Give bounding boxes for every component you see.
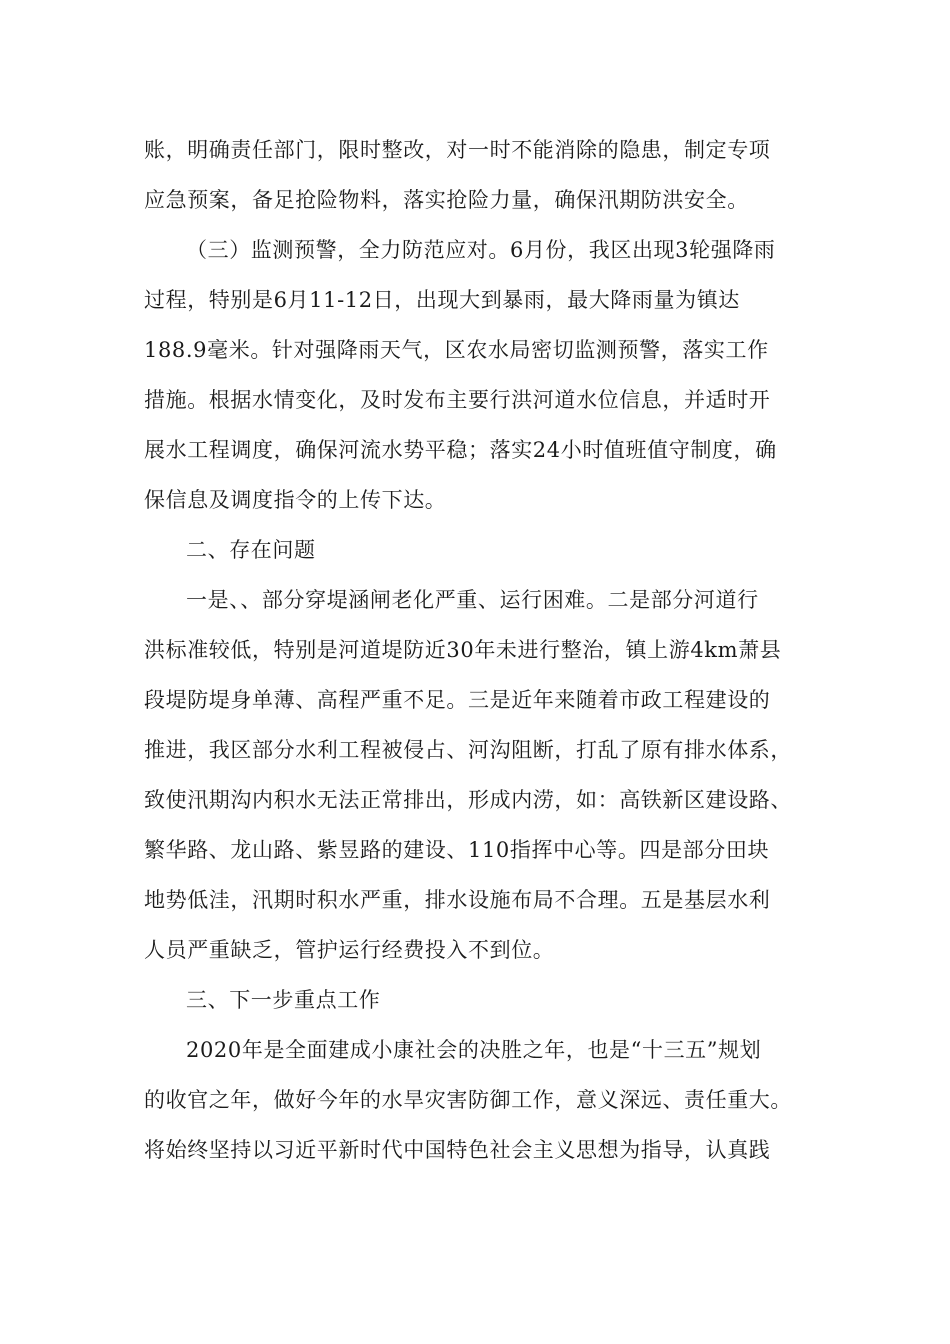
text-line: 2020年是全面建成小康社会的决胜之年，也是“十三五”规划 [186,1038,762,1062]
text-line: 账，明确责任部门，限时整改，对一时不能消除的隐患，制定专项 [144,138,771,162]
text-line: 过程，特别是6月11-12日，出现大到暴雨，最大降雨量为镇达 [144,288,740,312]
text-line: 应急预案，备足抢险物料，落实抢险力量，确保汛期防洪安全。 [144,188,749,212]
text-line: 展水工程调度，确保河流水势平稳；落实24小时值班值守制度，确 [144,438,777,462]
text-line: 一是、、部分穿堤涵闸老化严重、运行困难。二是部分河道行 [186,588,759,612]
text-line: 的收官之年，做好今年的水旱灾害防御工作，意义深远、责任重大。 [144,1088,792,1112]
section-heading-next-steps: 三、下一步重点工作 [186,988,381,1012]
text-line: 洪标准较低，特别是河道堤防近30年未进行整治，镇上游4km萧县 [144,638,782,662]
text-line: 地势低洼，汛期时积水严重，排水设施布局不合理。五是基层水利 [144,888,771,912]
text-line: 致使汛期沟内积水无法正常排出，形成内涝，如：高铁新区建设路、 [144,788,792,812]
text-line: 繁华路、龙山路、紫昱路的建设、110指挥中心等。四是部分田块 [144,838,770,862]
section-heading-monitoring: （三）监测预警，全力防范应对。6月份，我区出现3轮强降雨 [186,238,776,262]
text-line: 推进，我区部分水利工程被侵占、河沟阻断，打乱了原有排水体系， [144,738,792,762]
text-line: 段堤防堤身单薄、高程严重不足。三是近年来随着市政工程建设的 [144,688,771,712]
text-line: 措施。根据水情变化，及时发布主要行洪河道水位信息，并适时开 [144,388,771,412]
text-line: 将始终坚持以习近平新时代中国特色社会主义思想为指导，认真践 [144,1138,771,1162]
text-line: 188.9毫米。针对强降雨天气，区农水局密切监测预警，落实工作 [144,338,769,362]
text-line: 人员严重缺乏，管护运行经费投入不到位。 [144,938,555,962]
section-heading-problems: 二、存在问题 [186,538,316,562]
text-line: 保信息及调度指令的上传下达。 [144,488,447,512]
